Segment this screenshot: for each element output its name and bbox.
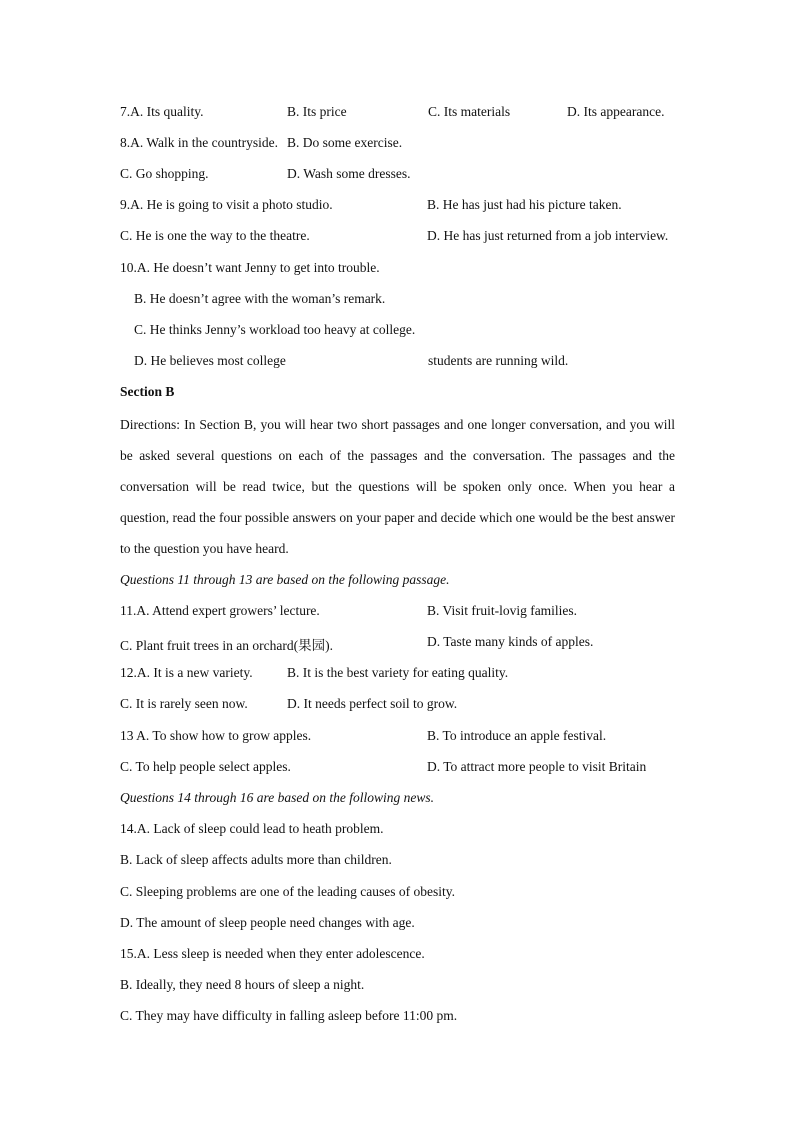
q10-option-d-part2: students are running wild. [428,353,569,368]
q8-option-d: D. Wash some dresses. [287,166,411,181]
q11-option-d: D. Taste many kinds of apples. [427,634,594,649]
q10-option-b: B. He doesn’t agree with the woman’s remark. [134,291,386,306]
q13-option-b: B. To introduce an apple festival. [427,728,607,743]
q11-option-b: B. Visit fruit-lovig families. [427,603,578,618]
q7-option-c: C. Its materials [428,104,511,119]
q15-option-a: 15.A. Less sleep is needed when they enter adolescence. [120,946,425,961]
q11-option-a: 11.A. Attend expert growers’ lecture. [120,603,320,618]
q14-option-d: D. The amount of sleep people need changes with age. [120,915,415,930]
q7-option-d: D. Its appearance. [567,104,665,119]
q15-option-c: C. They may have difficulty in falling asleep before 11:00 pm. [120,1008,458,1023]
q14-option-c: C. Sleeping problems are one of the leading causes of obesity. [120,884,456,899]
q7-option-b: B. Its price [287,104,347,119]
q13-option-d: D. To attract more people to visit Britain [427,759,647,774]
q11-option-c: C. Plant fruit trees in an orchard(果园). [120,638,333,653]
q12-option-a: 12.A. It is a new variety. [120,665,253,680]
q12-option-d: D. It needs perfect soil to grow. [287,696,458,711]
questions-11-13-heading: Questions 11 through 13 are based on the following passage. [120,572,450,587]
q14-option-b: B. Lack of sleep affects adults more than children. [120,852,392,867]
questions-14-16-heading: Questions 14 through 16 are based on the following news. [120,790,434,805]
q13-option-c: C. To help people select apples. [120,759,291,774]
q15-option-b: B. Ideally, they need 8 hours of sleep a night. [120,977,365,992]
q12-option-b: B. It is the best variety for eating quality. [287,665,509,680]
q8-option-a: 8.A. Walk in the countryside. [120,135,279,150]
q9-option-a: 9.A. He is going to visit a photo studio. [120,197,333,212]
section-b-title: Section B [120,384,175,399]
q12-option-c: C. It is rarely seen now. [120,696,248,711]
q9-option-b: B. He has just had his picture taken. [427,197,622,212]
q10-option-d-part1: D. He believes most college [134,353,286,368]
q14-option-a: 14.A. Lack of sleep could lead to heath problem. [120,821,384,836]
section-b-directions: Directions: In Section B, you will hear two short passages and one longer conversation, and you will be asked several questions on each of the passages and the conversation. The passages and the conversation will be read twice, but the questions will be spoken only once. When you hear a question, read the four possible answers on your paper and decide which one would be the best answer to the question you have heard. [120,417,675,556]
q8-option-c: C. Go shopping. [120,166,209,181]
q8-option-b: B. Do some exercise. [287,135,403,150]
q10-option-c: C. He thinks Jenny’s workload too heavy at college. [134,322,416,337]
q13-option-a: 13 A. To show how to grow apples. [120,728,312,743]
q9-option-d: D. He has just returned from a job interview. [427,228,669,243]
q7-option-a: 7.A. Its quality. [120,104,204,119]
q10-option-a: 10.A. He doesn’t want Jenny to get into trouble. [120,260,380,275]
q9-option-c: C. He is one the way to the theatre. [120,228,310,243]
